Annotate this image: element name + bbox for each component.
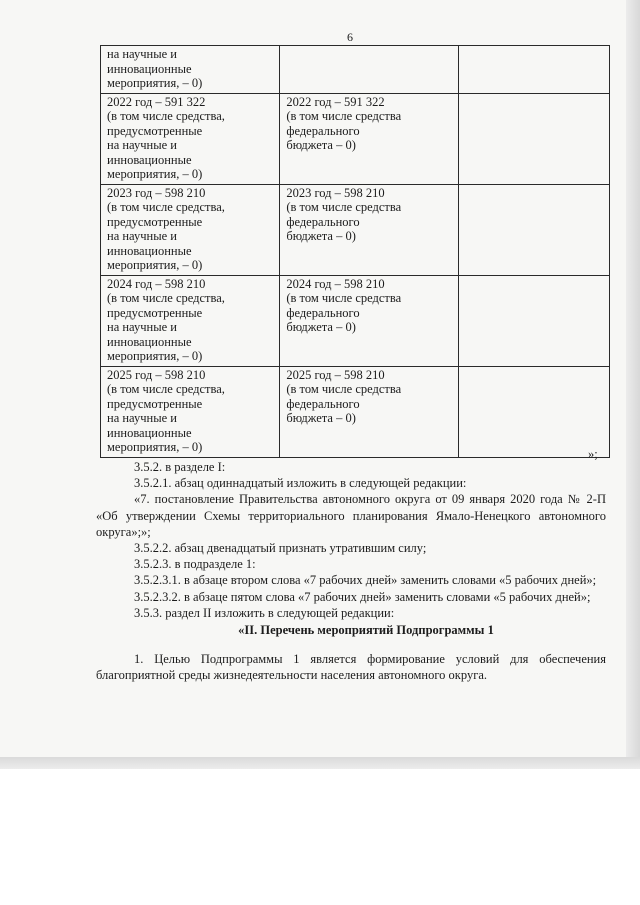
paragraph-3-5-2-2: 3.5.2.2. абзац двенадцатый признать утратившим силу;: [134, 541, 427, 556]
cell-text-line: федерального: [286, 396, 360, 411]
cell-text-line: на научные и: [107, 320, 177, 334]
table-cell-c2: [280, 366, 458, 457]
cell-text-line: предусмотренные: [107, 305, 203, 320]
cell-text-line: (в том числе средства,: [107, 382, 225, 396]
paragraph-3-5-2-3: 3.5.2.3. в подразделе 1:: [134, 557, 256, 572]
table-row: [101, 184, 610, 275]
cell-text-line: бюджета – 0): [286, 138, 356, 152]
table-cell-c3: [458, 46, 609, 94]
cell-text-line: инновационные: [107, 425, 192, 440]
table-cell-c3: [458, 366, 609, 457]
cell-text-line: (в том числе средства: [286, 200, 402, 214]
cell-text-line: (в том числе средства: [286, 109, 402, 123]
cell-text-line: бюджета – 0): [286, 320, 356, 334]
table-cell-c3: [458, 93, 609, 184]
table-closing-quote: »;: [588, 447, 598, 461]
cell-text-line: бюджета – 0): [286, 229, 356, 243]
cell-text-line: на научные и: [107, 411, 177, 425]
cell-text-line: (в том числе средства,: [107, 200, 225, 214]
table-row: [101, 275, 610, 366]
cell-text-line: 2023 год – 598 210: [286, 185, 385, 200]
cell-text-line: 2022 год – 591 322: [107, 94, 206, 109]
cell-text-line: на научные и: [107, 229, 177, 243]
cell-text-line: федерального: [286, 214, 360, 229]
table-cell-c1: [101, 93, 280, 184]
funding-table: [100, 45, 610, 458]
cell-text-line: 2025 год – 598 210: [107, 367, 206, 382]
cell-text-line: (в том числе средства: [286, 382, 402, 396]
table-row: [101, 366, 610, 457]
cell-text-line: предусмотренные: [107, 214, 203, 229]
cell-text-line: 2024 год – 598 210: [286, 276, 385, 291]
paragraph-3-5-2-3-2: 3.5.2.3.2. в абзаце пятом слова «7 рабочих дней» заменить словами «5 рабочих дней»;: [134, 589, 591, 604]
table-cell-c3: [458, 275, 609, 366]
cell-text-line: инновационные: [107, 334, 192, 349]
table-cell-c1: [101, 366, 280, 457]
cell-text-line: 2023 год – 598 210: [107, 185, 206, 200]
section-heading: «II. Перечень мероприятий Подпрограммы 1: [238, 623, 494, 638]
cell-text-line: 2024 год – 598 210: [107, 276, 206, 291]
cell-text-line: мероприятия, – 0): [107, 76, 203, 90]
cell-text-line: федерального: [286, 305, 360, 320]
table-row: [101, 46, 610, 94]
paragraph-quoted-resolution: «7. постановление Правительства автономного округа от 09 января 2020 года № 2-П «Об утверждении Схемы территориального планирования Ямало-Ненецкого автономного округа»;»;: [96, 492, 606, 539]
table-cell-c2: [280, 184, 458, 275]
table-cell-c2: [280, 93, 458, 184]
table-cell-c1: [101, 275, 280, 366]
table-cell-c2: [280, 275, 458, 366]
page-number: 6: [347, 30, 353, 44]
cell-text-line: на научные и: [107, 47, 177, 61]
paragraph-goal: 1. Целью Подпрограммы 1 является формирование условий для обеспечения благоприятной среды жизнедеятельности населения автономного округа.: [96, 652, 606, 683]
cell-text-line: федерального: [286, 123, 360, 138]
cell-text-line: инновационные: [107, 243, 192, 258]
table-cell-c1: [101, 46, 280, 94]
cell-text-line: бюджета – 0): [286, 411, 356, 425]
cell-text-line: мероприятия, – 0): [107, 167, 203, 181]
table-cell-c1: [101, 184, 280, 275]
cell-text-line: мероприятия, – 0): [107, 349, 203, 363]
cell-text-line: (в том числе средства,: [107, 109, 225, 123]
cell-text-line: мероприятия, – 0): [107, 440, 203, 454]
cell-text-line: инновационные: [107, 152, 192, 167]
funding-table-body: [101, 46, 610, 458]
cell-text-line: (в том числе средства: [286, 291, 402, 305]
paragraph-3-5-3: 3.5.3. раздел II изложить в следующей редакции:: [134, 605, 395, 620]
table-cell-c2: [280, 46, 458, 94]
paragraph-3-5-2-3-1: 3.5.2.3.1. в абзаце втором слова «7 рабочих дней» заменить словами «5 рабочих дней»;: [134, 573, 597, 588]
cell-text-line: предусмотренные: [107, 123, 203, 138]
document-body: [96, 459, 606, 684]
cell-text-line: предусмотренные: [107, 396, 203, 411]
cell-text-line: (в том числе средства,: [107, 291, 225, 305]
cell-text-line: на научные и: [107, 138, 177, 152]
paragraph-3-5-2: 3.5.2. в разделе I:: [134, 460, 226, 474]
cell-text-line: 2022 год – 591 322: [286, 94, 385, 109]
paragraph-3-5-2-1: 3.5.2.1. абзац одиннадцатый изложить в следующей редакции:: [134, 476, 467, 491]
cell-text-line: мероприятия, – 0): [107, 258, 203, 272]
cell-text-line: инновационные: [107, 61, 192, 76]
table-row: [101, 93, 610, 184]
scan-edge-right: [626, 0, 640, 768]
scan-edge-bottom: [0, 757, 640, 769]
table-cell-c3: [458, 184, 609, 275]
cell-text-line: 2025 год – 598 210: [286, 367, 385, 382]
